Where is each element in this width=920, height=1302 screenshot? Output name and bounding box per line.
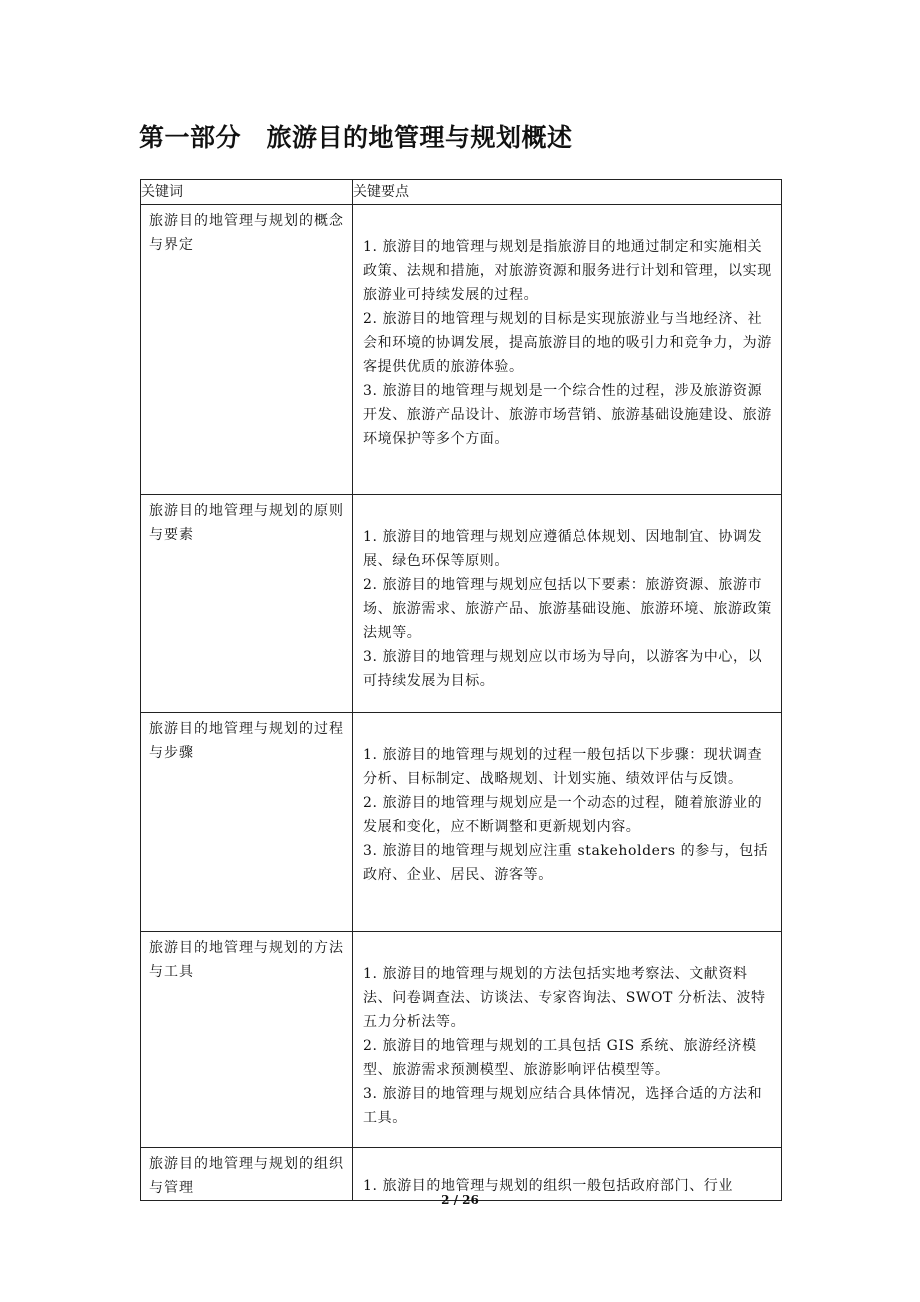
keyword-cell: 旅游目的地管理与规划的概念与界定: [141, 205, 353, 495]
keyword-cell: 旅游目的地管理与规划的方法与工具: [141, 932, 353, 1148]
table-header-row: [141, 180, 782, 205]
key-points-cell: [353, 495, 782, 713]
table-row: [141, 495, 782, 713]
key-points-cell: [353, 932, 782, 1148]
key-points-cell: [353, 205, 782, 495]
keyword-cell: 旅游目的地管理与规划的组织与管理: [141, 1148, 353, 1201]
page-number: 2 / 26: [441, 1193, 479, 1207]
key-point: 2. 旅游目的地管理与规划应是一个动态的过程，随着旅游业的发展和变化，应不断调整和更新规划内容。: [363, 795, 763, 835]
key-points-cell: [353, 713, 782, 932]
key-point: 3. 旅游目的地管理与规划应以市场为导向，以游客为中心，以可持续发展为目标。: [363, 649, 763, 689]
key-point: 3. 旅游目的地管理与规划是一个综合性的过程，涉及旅游资源开发、旅游产品设计、旅游市场营销、旅游基础设施建设、旅游环境保护等多个方面。: [363, 383, 772, 447]
page-title: 第一部分 旅游目的地管理与规划概述: [139, 123, 573, 152]
key-point: 1. 旅游目的地管理与规划的组织一般包括政府部门、行业: [363, 1178, 734, 1194]
key-point: 2. 旅游目的地管理与规划的工具包括 GIS 系统、旅游经济模型、旅游需求预测模型、旅游影响评估模型等。: [363, 1038, 757, 1078]
table-row: [141, 205, 782, 495]
table-row: [141, 932, 782, 1148]
header-key-points: 关键要点: [353, 180, 782, 205]
key-point: 1. 旅游目的地管理与规划的方法包括实地考察法、文献资料法、问卷调查法、访谈法、专家咨询法、SWOT 分析法、波特五力分析法等。: [363, 966, 766, 1030]
keyword-cell: 旅游目的地管理与规划的原则与要素: [141, 495, 353, 713]
key-point: 1. 旅游目的地管理与规划的过程一般包括以下步骤：现状调查分析、目标制定、战略规划、计划实施、绩效评估与反馈。: [363, 747, 763, 787]
table-row: [141, 713, 782, 932]
key-point: 2. 旅游目的地管理与规划的目标是实现旅游业与当地经济、社会和环境的协调发展，提高旅游目的地的吸引力和竞争力，为游客提供优质的旅游体验。: [363, 311, 772, 375]
key-point: 3. 旅游目的地管理与规划应注重 stakeholders 的参与，包括政府、企业、居民、游客等。: [363, 843, 769, 883]
key-point: 2. 旅游目的地管理与规划应包括以下要素：旅游资源、旅游市场、旅游需求、旅游产品、旅游基础设施、旅游环境、旅游政策法规等。: [363, 577, 772, 641]
key-point: 3. 旅游目的地管理与规划应结合具体情况，选择合适的方法和工具。: [363, 1086, 763, 1126]
key-point: 1. 旅游目的地管理与规划是指旅游目的地通过制定和实施相关政策、法规和措施，对旅游资源和服务进行计划和管理，以实现旅游业可持续发展的过程。: [363, 239, 772, 303]
key-points-table: [140, 179, 782, 1201]
keyword-cell: 旅游目的地管理与规划的过程与步骤: [141, 713, 353, 932]
key-point: 1. 旅游目的地管理与规划应遵循总体规划、因地制宜、协调发展、绿色环保等原则。: [363, 529, 763, 569]
header-keyword: 关键词: [141, 180, 353, 205]
